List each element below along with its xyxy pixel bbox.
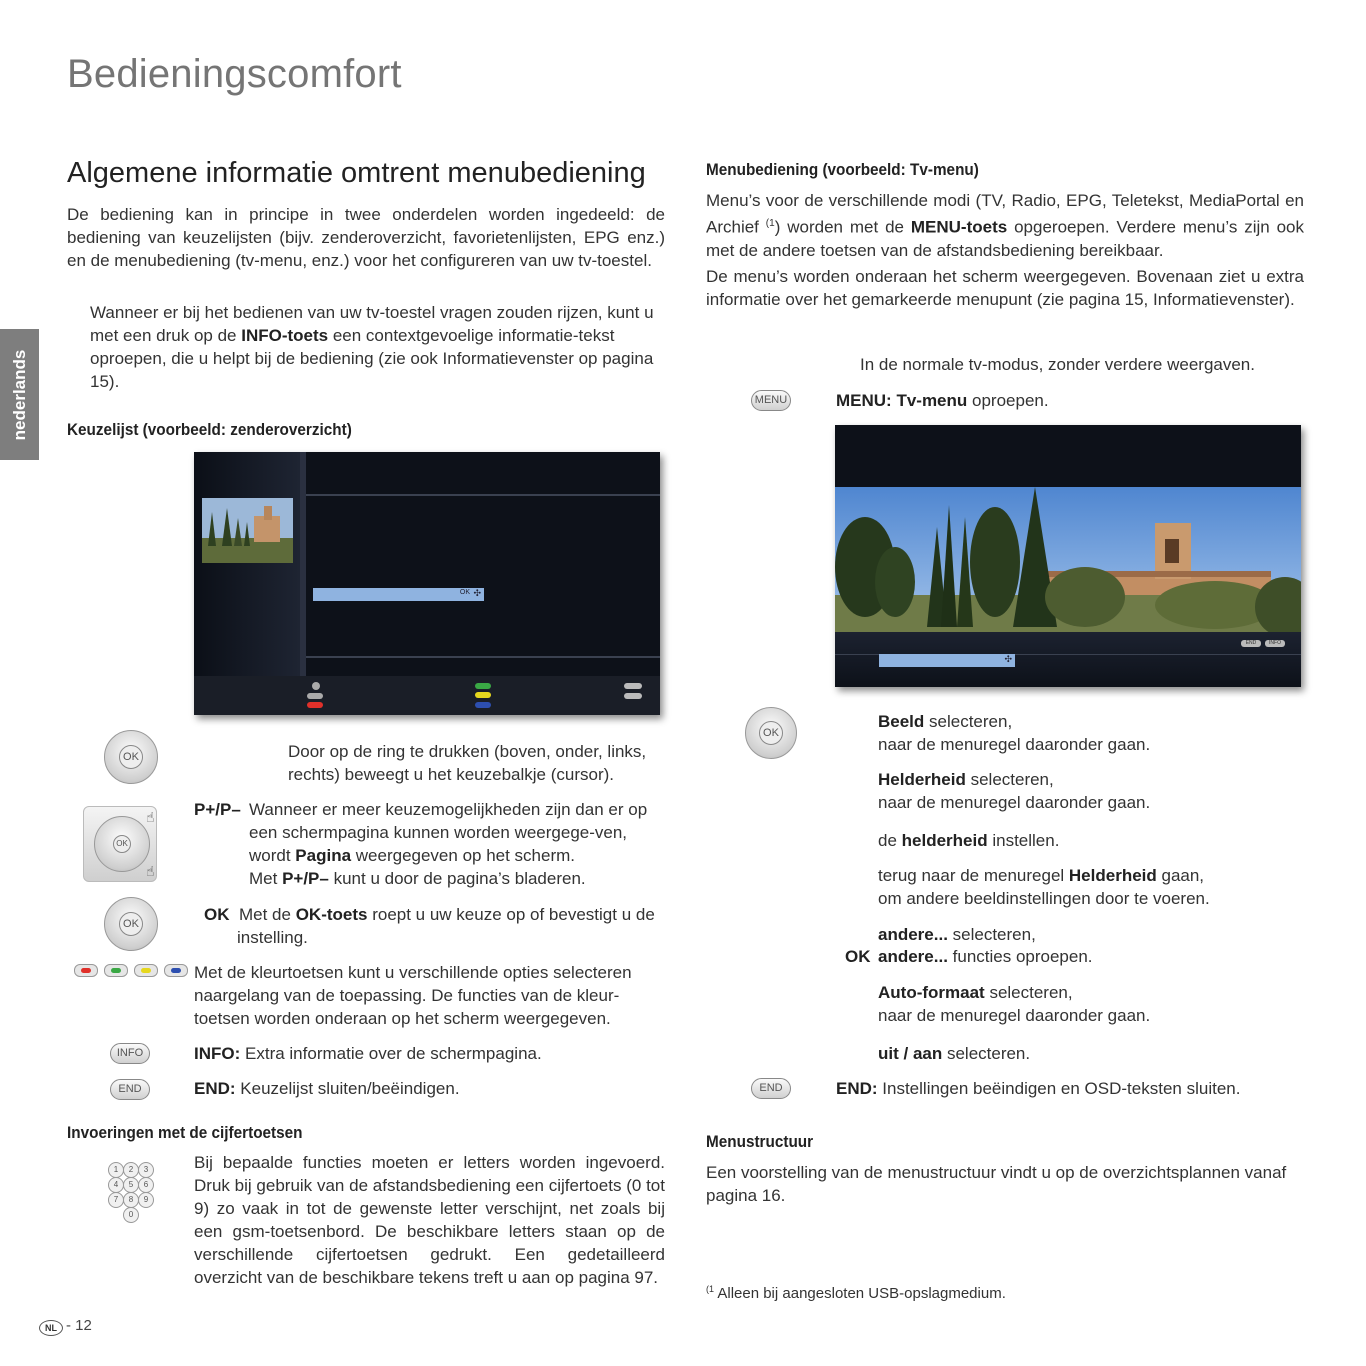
keuzelijst-heading: Keuzelijst (voorbeeld: zenderoverzicht) — [67, 420, 352, 439]
tv-menu-screen — [835, 425, 1301, 687]
language-tab-label: nederlands — [9, 349, 29, 440]
footnote: $^{(1}$ Alleen bij aangesloten USB-opslagmedium. — [706, 1284, 1006, 1302]
channel-list-screen — [194, 452, 660, 715]
yellow-key-icon — [134, 964, 158, 977]
step-helderheid-instellen: de helderheid instellen. — [878, 831, 1060, 850]
nl-badge-icon: NL — [39, 1320, 63, 1336]
green-key-icon — [104, 964, 128, 977]
info-note: Wanneer er bij het bedienen van uw tv-toestel vragen zouden rijzen, kunt u met een druk op de INFO-toets een contextgevoelige informatie-tekst oproepen, die u helpt bij de bediening (zie ook Informatievenster op pagina 15). — [90, 303, 654, 391]
step-andere-open: andere... functies oproepen. — [878, 947, 1093, 966]
selection-cursor: OK ✣ — [313, 588, 484, 601]
menu-highlight: ✣ — [879, 654, 1015, 667]
step-helderheid: Helderheid selecteren, naar de menuregel daaronder gaan. — [878, 770, 1151, 812]
preview-thumbnail — [202, 498, 293, 563]
end-text-right: END: Instellingen beëindigen en OSD-teksten sluiten. — [836, 1079, 1241, 1098]
menustructuur-heading: Menustructuur — [706, 1132, 814, 1151]
menu-bar: END INFO ✣ — [835, 632, 1301, 687]
info-text: INFO: Extra informatie over de schermpagina. — [194, 1044, 542, 1063]
end-text: END: Keuzelijst sluiten/beëindigen. — [194, 1079, 460, 1098]
pp-key-label: P+/P– — [194, 800, 241, 819]
red-key-icon — [74, 964, 98, 977]
remote-pp-icon: OK ☝ ☝ — [83, 806, 157, 882]
ok-ring-icon: OK — [104, 730, 158, 784]
ok-button-icon: OK — [104, 897, 158, 951]
end-key-icon: END — [110, 1079, 150, 1100]
menu-key-icon: MENU — [751, 390, 791, 411]
menu-paragraph-2: De menu’s worden onderaan het scherm weergegeven. Bovenaan ziet u extra informatie over het gemarkeerde menupunt (zie pagina 15, Informatievenster). — [706, 267, 1304, 309]
language-tab — [0, 329, 39, 460]
ok-label-right: OK — [845, 947, 871, 966]
page-number: - 12 — [66, 1317, 92, 1334]
preview-panel — [194, 452, 300, 676]
intro-text: De bediening kan in principe in twee onderdelen worden ingedeeld: de bediening van keuzelijsten (bijv. zenderoverzicht, favorietenlijsten, EPG enz.) en de menubediening (tv-menu, enz.) voor het configureren van uw tv-toestel. — [67, 205, 665, 270]
end-key-icon-right: END — [751, 1078, 791, 1099]
section-heading: Algemene informatie omtrent menubediening — [67, 157, 646, 189]
step-andere-select: andere... selecteren, — [878, 925, 1036, 944]
button-bar — [194, 676, 660, 715]
color-keys-text: Met de kleurtoetsen kunt u verschillende opties selecteren naargelang van de toepassing. De functies van de kleur-toetsen worden onderaan op het scherm weergegeven. — [194, 963, 632, 1028]
ok-ring-icon-right: OK — [745, 707, 797, 759]
ok-key-label: OK — [204, 905, 230, 924]
step-beeld: Beeld selecteren, naar de menuregel daaronder gaan. — [878, 712, 1151, 754]
blue-key-icon — [164, 964, 188, 977]
ring-text: Door op de ring te drukken (boven, onder, links, rechts) beweegt u het keuzebalkje (cursor). — [288, 742, 647, 784]
page-title: Bedieningscomfort — [67, 52, 402, 96]
step-autoformaat: Auto-formaat selecteren, naar de menuregel daaronder gaan. — [878, 983, 1151, 1025]
menustructuur-text: Een voorstelling van de menustructuur vindt u op de overzichtsplannen vanaf pagina 16. — [706, 1163, 1287, 1205]
numpad-icon: 1 2 3 4 5 6 7 8 9 0 — [106, 1162, 154, 1224]
menu-heading: Menubediening (voorbeeld: Tv-menu) — [706, 160, 979, 179]
menu-paragraph-1: Menu’s voor de verschillende modi (TV, Radio, EPG, Teletekst, MediaPortal en Archief $^{(1}$) worden met de MENU-toets opgeroepen. Verdere menu’s zijn ook met de andere toetsen van de afstandsbediening bereikbaar. — [706, 191, 1305, 260]
cijfer-heading: Invoeringen met de cijfertoetsen — [67, 1123, 303, 1142]
info-key-icon: INFO — [110, 1043, 150, 1064]
cijfer-text: Bij bepaalde functies moeten er letters worden ingevoerd. Druk bij gebruik van de afstandsbediening een cijfertoets (0 tot 9) zo vaak in tot de gewenste letter verschijnt, net zoals bij een gsm-toetsenbord. De beschikbare letters staan op de verschillende cijfertoetsen gedrukt. Een gedetailleerd overzicht van de beschikbare tekens treft u aan op pagina 97. — [194, 1153, 665, 1287]
menu-key-text: MENU: Tv-menu oproepen. — [836, 391, 1049, 410]
ok-text: Met de OK-toets roept u uw keuze op of bevestigt u de instelling. — [237, 905, 655, 947]
normal-mode-text: In de normale tv-modus, zonder verdere weergaven. — [860, 355, 1255, 374]
pp-text: Wanneer er meer keuzemogelijkheden zijn dan er op een schermpagina kunnen worden weergege-ven, wordt Pagina weergegeven op het scherm. Met P+/P– kunt u door de pagina’s bladeren. — [249, 800, 648, 888]
step-terug: terug naar de menuregel Helderheid gaan, om andere beeldinstellingen door te voeren. — [878, 866, 1210, 908]
step-uit-aan: uit / aan selecteren. — [878, 1044, 1031, 1063]
tv-picture — [835, 487, 1301, 637]
